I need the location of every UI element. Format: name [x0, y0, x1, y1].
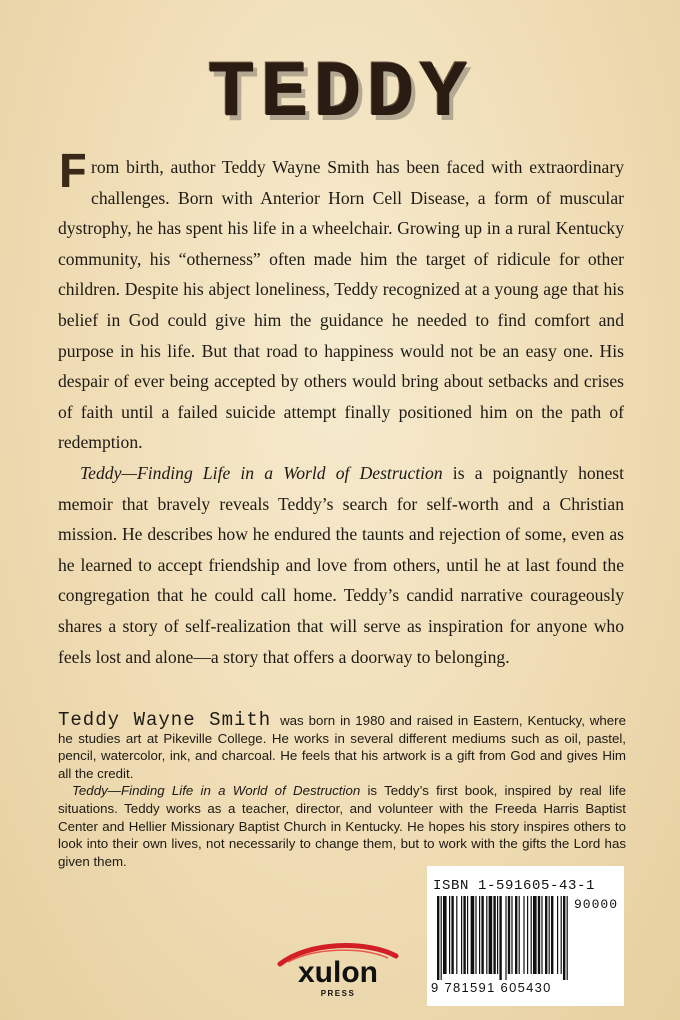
description-paragraph-1: From birth, author Teddy Wayne Smith has been faced with extraordinary challenges. Born with Anterior Horn Cell Disease, a form of muscular dystrophy, he has spent his life in a wheelchair. Growing up in a rural Kentucky community, his “otherness” often made him the target of ridicule for other children. Despite his abject loneliness, Teddy recognized at a young age that his belief in God could give him the guidance he needed to find comfort and purpose in his life. But that road to happiness would not be an easy one. His despair of ever being accepted by others would bring about setbacks and crises of faith until a failed suicide attempt finally positioned him on the path of redemption. [58, 146, 624, 453]
price-code: 90000 [573, 897, 618, 912]
barcode-bars [435, 896, 615, 980]
bio-paragraph-2-text: is Teddy’s first book, inspired by real life situations. Teddy works as a teacher, director, and volunteer with the Freeda Harris Baptist Center and Hellier Missionary Baptist Church in Kentucky. He hopes his story inspires others to look into their own lives, not necessarily to change them, but to work with the gifts the Lord has given them. [58, 783, 626, 869]
publisher-logo [268, 938, 408, 1002]
bio-paragraph-1-text: was born in 1980 and raised in Eastern, Kentucky, where he studies art at Pikeville College. He works in several different mediums such as oil, pastel, pencil, watercolor, ink, and charcoal. He feels that his artwork is a gift from God and gives Him all the credit. [58, 713, 626, 781]
isbn-barcode [427, 866, 624, 1006]
book-title: TEDDY [207, 49, 473, 140]
book-description [58, 146, 625, 672]
book-full-title: Teddy—Finding Life in a World of Destruction [80, 462, 443, 483]
publisher-tagline: PRESS [320, 989, 356, 998]
publisher-name: xulon [298, 956, 378, 989]
isbn-number: ISBN 1-591605-43-1 [433, 878, 596, 894]
bio-paragraph-1 [58, 709, 626, 782]
bio-paragraph-2 [58, 782, 626, 870]
bio-book-title: Teddy—Finding Life in a World of Destruction [72, 783, 361, 799]
xulon-logo-icon [268, 938, 408, 1002]
author-name: Teddy Wayne Smith [58, 709, 272, 731]
description-paragraph-2 [58, 458, 624, 672]
ean-digits: 9 781591 605430 [431, 980, 552, 995]
description-paragraph-2-text: is a poignantly honest memoir that bravely reveals Teddy’s search for self-worth and a Christian mission. He describes how he endured the taunts and rejection of some, even as he learned to accept friendship and love from others, until he at last found the congregation that he could call home. Teddy’s candid narrative courageously shares a story of self-realization that will serve as inspiration for anyone who feels lost and alone—a story that offers a doorway to belonging. [58, 462, 625, 667]
author-bio [58, 709, 626, 870]
